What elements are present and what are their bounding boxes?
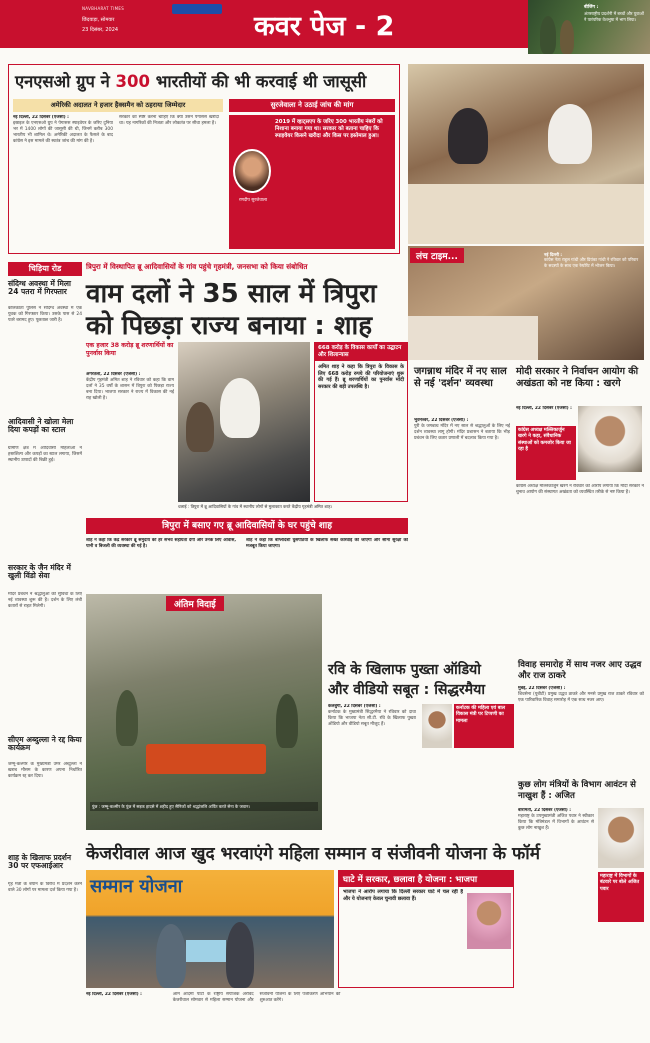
thackeray-dateline: मुंबई, 22 दिसंबर (एजेंसी) : bbox=[518, 686, 566, 691]
masthead-city: छिंदवाड़ा, सोमवार bbox=[82, 17, 115, 23]
ajit-body-box bbox=[518, 808, 594, 1036]
kejriwal-banner: सम्मान योजना bbox=[90, 876, 183, 897]
chidiya-body-3: मंदिर प्रबंधन ने श्रद्धालुओं की सुविधा के लिए नई व्यवस्था शुरू की है। दर्शन के लिए लंबी कतारों से राहत मिलेगी। bbox=[8, 592, 82, 609]
lead-dateline: नई दिल्ली, 22 दिसंबर (एजेंसी) : bbox=[13, 115, 69, 120]
masthead-left bbox=[0, 0, 246, 48]
antim-coffin bbox=[146, 744, 266, 774]
tripura-kicker: त्रिपुरा में विस्थापित ब्रू आदिवासियों के गांव पहुंचे गृहमंत्री, जनसभा को किया संबोधित bbox=[86, 262, 308, 271]
jagannath-body-box bbox=[414, 418, 510, 654]
tripura-point-2: 668 करोड़ के विकास कार्यों का उद्घाटन और शिलान्यास bbox=[315, 343, 407, 361]
masthead-corner-photo bbox=[528, 0, 650, 54]
antim-figure bbox=[276, 694, 298, 748]
tripura-body: केंद्रीय गृहमंत्री अमित शाह ने रविवार को कहा कि वाम दलों ने 35 वर्षों के शासन में त्रिपुरा को पिछड़ा राज्य बना दिया। भाजपा सरकार ने राज्य में विकास की नई राह खोली है। bbox=[86, 378, 174, 401]
thackeray-story bbox=[518, 660, 644, 772]
kejriwal-photo bbox=[86, 870, 334, 988]
tripura-band-right: शाह ने कहा कि बांग्लादेशी घुसपैठियों के खिलाफ सख्त कार्रवाई की जाएगी और सीमा सुरक्षा को मजबूत किया जाएगा। bbox=[246, 538, 408, 549]
lunch-table bbox=[408, 184, 644, 244]
lead-headline-pre: एनएसओ ग्रुप ने bbox=[15, 72, 110, 91]
siddaramaiah-headline-1: रवि के खिलाफ पुख्ता ऑडियो bbox=[328, 662, 481, 678]
ajit-dateline: बारामती, 22 दिसंबर (एजेंसी) : bbox=[518, 808, 572, 813]
chidiya-body-5: गृह मंत्री के बयान के विरोध में प्रदर्शन करने वाले 30 लोगों पर मामला दर्ज किया गया है। bbox=[8, 882, 82, 893]
lunch-label: लंच टाइम... bbox=[410, 248, 464, 263]
jagannath-headline: जगन्नाथ मंदिर में नए साल से नई 'दर्शन' व्यवस्था bbox=[414, 366, 507, 389]
chidiya-head-5: शाह के खिलाफ प्रदर्शन 30 पर एफआईआर bbox=[8, 853, 72, 871]
antim-photo bbox=[86, 594, 322, 830]
lunch-plates bbox=[408, 316, 538, 360]
kejriwal-figure bbox=[226, 922, 254, 988]
lunch-photo-mid bbox=[408, 246, 644, 360]
tripura-photo bbox=[178, 342, 310, 502]
siddaramaiah-story bbox=[328, 660, 514, 838]
kharge-callout: कांग्रेस अध्यक्ष मल्लिकार्जुन खरगे ने कहा, संवैधानिक संस्थाओं को कमजोर किया जा रहा है bbox=[516, 426, 576, 480]
siddaramaiah-photo bbox=[422, 704, 452, 748]
lead-sub-left: अमेरिकी अदालत ने हजार हैक्समैन को ठहराया जिम्मेदार bbox=[13, 99, 223, 112]
lunch-section bbox=[408, 64, 644, 360]
masthead-date: 23 दिसंबर, 2024 bbox=[82, 27, 119, 33]
tripura-callout bbox=[314, 342, 408, 502]
lead-story bbox=[8, 64, 400, 254]
jagannath-body: पुरी के जगन्नाथ मंदिर में नए साल से श्रद्धालुओं के लिए नई दर्शन व्यवस्था लागू होगी। मंदिर प्रशासन ने बताया कि भीड़ प्रबंधन के लिए कतार प्रणाली में बदलाव किया गया है। bbox=[414, 424, 510, 441]
siddaramaiah-body: कर्नाटक के मुख्यमंत्री सिद्धरमैया ने रविवार को दावा किया कि भाजपा नेता सी.टी. रवि के खिलाफ पुख्ता ऑडियो और वीडियो सबूत मौजूद हैं। bbox=[328, 710, 416, 727]
masthead-bar bbox=[246, 0, 528, 48]
lead-quote-body: सरकार को स्पष्ट करना चाहिए कि क्या उसने पेगासस खरीदा था। यह नागरिकों की निजता और लोकतंत्र पर सीधा हमला है। bbox=[119, 115, 219, 126]
kharge-body: कांग्रेस अध्यक्ष मल्लिकार्जुन खरगे ने रविवार को आरोप लगाया कि मोदी सरकार ने चुनाव आयोग की संस्थागत अखंडता को व्यवस्थित तरीके से नष्ट किया है। bbox=[516, 484, 644, 495]
surjewala-avatar bbox=[233, 149, 271, 193]
tripura-band-left: शाह ने कहा कि केंद्र सरकार ब्रू समुदाय को हर संभव सहायता देगी और उनके लिए आवास, पानी व बिजली की व्यवस्था की गई है। bbox=[86, 538, 236, 549]
chidiya-body-2: ग्रामीण क्षेत्र में आदिवासी महिलाओं ने हस्तशिल्प और कपड़ों का स्टाल लगाया, जिसमें स्थानीय उत्पादों की बिक्री हुई। bbox=[8, 446, 82, 463]
brand-name: NAVBHARAT TIMES bbox=[82, 6, 125, 11]
thackeray-body: शिवसेना (यूबीटी) प्रमुख उद्धव ठाकरे और मनसे प्रमुख राज ठाकरे रविवार को एक पारिवारिक विवाह समारोह में एक साथ नजर आए। bbox=[518, 692, 644, 703]
kejriwal-headline: केजरीवाल आज खुद भरवाएंगे महिला सम्मान व संजीवनी योजना के फॉर्म bbox=[86, 844, 540, 864]
tripura-body-left bbox=[86, 372, 174, 502]
chidiya-head-3: सरकार के जैन मंदिर में खुली विंडो सेवा bbox=[8, 563, 71, 581]
ajit-body: महाराष्ट्र के उपमुख्यमंत्री अजित पवार ने स्वीकार किया कि मंत्रिमंडल में विभागों के आवंटन से कुछ लोग नाखुश हैं। bbox=[518, 814, 594, 831]
left-column bbox=[8, 262, 82, 1040]
tripura-caption: धलाई : त्रिपुरा में ब्रू आदिवासियों के गांव में स्थानीय लोगों से मुलाकात करते केंद्रीय गृहमंत्री अमित शाह। bbox=[178, 504, 333, 509]
lead-body-col1 bbox=[13, 115, 113, 249]
jagannath-story bbox=[414, 366, 510, 656]
tripura-callout-text: अमित शाह ने कहा कि त्रिपुरा के विकास के लिए 668 करोड़ रुपये की परियोजनाएं शुरू की गई हैं। ब्रू शरणार्थियों का पुनर्वास मोदी सरकार की बड़ी उपलब्धि है। bbox=[318, 364, 404, 390]
chidiya-head-2: आदिवासी ने खोला मेला दिया कपड़ों का स्टाल bbox=[8, 417, 74, 435]
antim-section bbox=[86, 594, 322, 830]
lead-headline-num: 300 bbox=[115, 72, 150, 91]
lead-quote-box bbox=[229, 115, 395, 249]
masthead-logo-tag bbox=[172, 4, 222, 14]
masthead bbox=[0, 0, 650, 54]
ajit-callout: महाराष्ट्र में विभागों के बंटवारे पर बोले अजित पवार bbox=[598, 872, 644, 922]
kharge-headline: मोदी सरकार ने निर्वाचन आयोग की अखंडता को नष्ट किया : खरगे bbox=[516, 366, 639, 389]
lunch-dateline: नई दिल्ली : bbox=[544, 252, 563, 257]
kharge-story bbox=[516, 366, 644, 656]
lunch-caption: कांग्रेस नेता राहुल गांधी और प्रियंका गांधी ने रविवार को परिवार के सदस्यों के साथ एक रेस्टोरेंट में भोजन किया। bbox=[544, 257, 639, 268]
kejriwal-figure bbox=[156, 924, 186, 988]
bjp-headline: घाटे में सरकार, छलावा है योजना : भाजपा bbox=[339, 871, 513, 887]
tripura-figure bbox=[220, 378, 260, 438]
chidiya-label: चिड़िया रोड bbox=[8, 262, 82, 276]
thackeray-body-box bbox=[518, 686, 644, 770]
section-title: कवर पेज - 2 bbox=[254, 11, 395, 42]
lead-headline-post: भारतीयों की भी करवाई थी जासूसी bbox=[155, 72, 367, 91]
kejriwal-story bbox=[86, 842, 540, 1038]
lunch-figure bbox=[548, 104, 592, 164]
kharge-photo bbox=[578, 406, 642, 472]
thackeray-headline: विवाह समारोह में साथ नजर आए उद्धव और राज ठाकरे bbox=[518, 660, 642, 681]
tripura-point-1: एक हजार 38 करोड़ ब्रू शरणार्थियों का पुनर्वास किया bbox=[86, 342, 174, 357]
bjp-photo bbox=[467, 893, 511, 949]
tripura-dateline: अगरतला, 22 दिसंबर (एजेंसी) : bbox=[86, 372, 141, 377]
siddaramaiah-body-box bbox=[328, 704, 416, 836]
antim-label: अंतिम विदाई bbox=[166, 596, 224, 611]
kejriwal-dateline: नई दिल्ली, 22 दिसंबर (एजेंसी) : bbox=[86, 992, 142, 997]
lead-quote-author: रणदीप सुरजेवाला bbox=[238, 198, 268, 203]
antim-figure bbox=[116, 690, 138, 746]
lead-sub-right: सुरजेवाला ने उठाई जांच की मांग bbox=[229, 99, 395, 112]
lunch-caption-box bbox=[544, 252, 640, 350]
tripura-headline-2: को पिछड़ा राज्य बनाया : शाह bbox=[86, 311, 373, 341]
chidiya-head-4: सीएम अब्दुल्ला ने रद्द किया कार्यक्रम bbox=[8, 735, 82, 753]
jagannath-dateline: भुवनेश्वर, 22 दिसंबर (एजेंसी) : bbox=[414, 418, 469, 423]
ajit-story bbox=[518, 780, 644, 1038]
kejriwal-body: आम आदमी पार्टी के राष्ट्रीय संयोजक अरविंद केजरीवाल सोमवार से महिला सम्मान योजना और संजीवनी योजना के लिए पंजीकरण अभियान की शुरुआत करेंगे। bbox=[172, 992, 341, 1003]
chidiya-body-4: जम्मू-कश्मीर के मुख्यमंत्री उमर अब्दुल्ला ने खराब मौसम के कारण अपना निर्धारित कार्यक्रम रद्द कर दिया। bbox=[8, 762, 82, 779]
tripura-figure bbox=[186, 402, 214, 452]
chidiya-body-1: कोलकाता पुलिस ने संदिग्ध अवस्था में एक युवक को गिरफ्तार किया। उसके पास से 24 पतरे बरामद हुए। पूछताछ जारी है। bbox=[8, 306, 82, 323]
masthead-corner-name: बीजिंग : bbox=[584, 5, 599, 10]
ajit-headline: कुछ लोग मंत्रियों के विभाग आवंटन से नाखुश हैं : अजित bbox=[518, 780, 636, 801]
lead-headline bbox=[15, 69, 366, 92]
siddaramaiah-dateline: कलबुर्गी, 22 दिसंबर (एजेंसी) : bbox=[328, 704, 381, 709]
siddaramaiah-quote: कर्नाटक की महिला एवं बाल विकास मंत्री पर टिप्पणी का मामला bbox=[454, 704, 514, 748]
corner-figure bbox=[560, 20, 574, 54]
lunch-photo-top bbox=[408, 64, 644, 244]
chidiya-head-1: संदिग्ध अवस्था में मिला 24 पतरा में गिरफ्तार bbox=[8, 279, 71, 297]
kejriwal-body-box bbox=[86, 992, 514, 1036]
tripura-story bbox=[86, 262, 408, 584]
lead-body: इस्राइल के एनएसओ ग्रुप ने पेगासस स्पाइवेयर के जरिए दुनिया भर में 1400 लोगों की जासूसी की थी, जिनमें करीब 300 भारतीय भी शामिल थे। अमेरिकी अदालत के फैसले के बाद कांग्रेस ने इस मामले की स्वतंत्र जांच की मांग की है। bbox=[13, 121, 113, 144]
antim-caption: पुंछ : जम्मू-कश्मीर के पुंछ में सड़क हादसे में शहीद हुए सैनिकों को श्रद्धांजलि अर्पित करते सेना के जवान। bbox=[90, 802, 318, 811]
tripura-headline-1: वाम दलों ने 35 साल में त्रिपुरा bbox=[86, 279, 377, 309]
kharge-dateline: नई दिल्ली, 22 दिसंबर (एजेंसी) : bbox=[516, 406, 572, 411]
lunch-figure bbox=[448, 108, 488, 164]
bjp-box bbox=[338, 870, 514, 988]
ajit-photo bbox=[598, 808, 644, 868]
masthead-corner-text: अंतरराष्ट्रीय प्रदर्शनी में बच्चों और युवाओं ने पारंपरिक वेशभूषा में भाग लिया। bbox=[584, 11, 644, 22]
tripura-band: त्रिपुरा में बसाए गए ब्रू आदिवासियों के घर पहुंचे शाह bbox=[86, 518, 408, 534]
siddaramaiah-headline-2: और वीडियो सबूत : सिद्धरमैया bbox=[328, 682, 486, 698]
corner-figure bbox=[540, 16, 556, 54]
bjp-body: भाजपा ने आरोप लगाया कि दिल्ली सरकार घाटे में चल रही है और ये योजनाएं केवल चुनावी छलावा हैं। bbox=[343, 889, 463, 902]
lead-body-col2 bbox=[119, 115, 219, 249]
lead-quote: 2019 में व्हाट्सएप के जरिए 300 भारतीय नंबरों को निशाना बनाया गया था। सरकार को बताना चाहिए कि स्पाइवेयर किसने खरीदा और किस पर इस्तेमाल हुआ। bbox=[275, 119, 383, 140]
kejriwal-card bbox=[186, 940, 226, 962]
